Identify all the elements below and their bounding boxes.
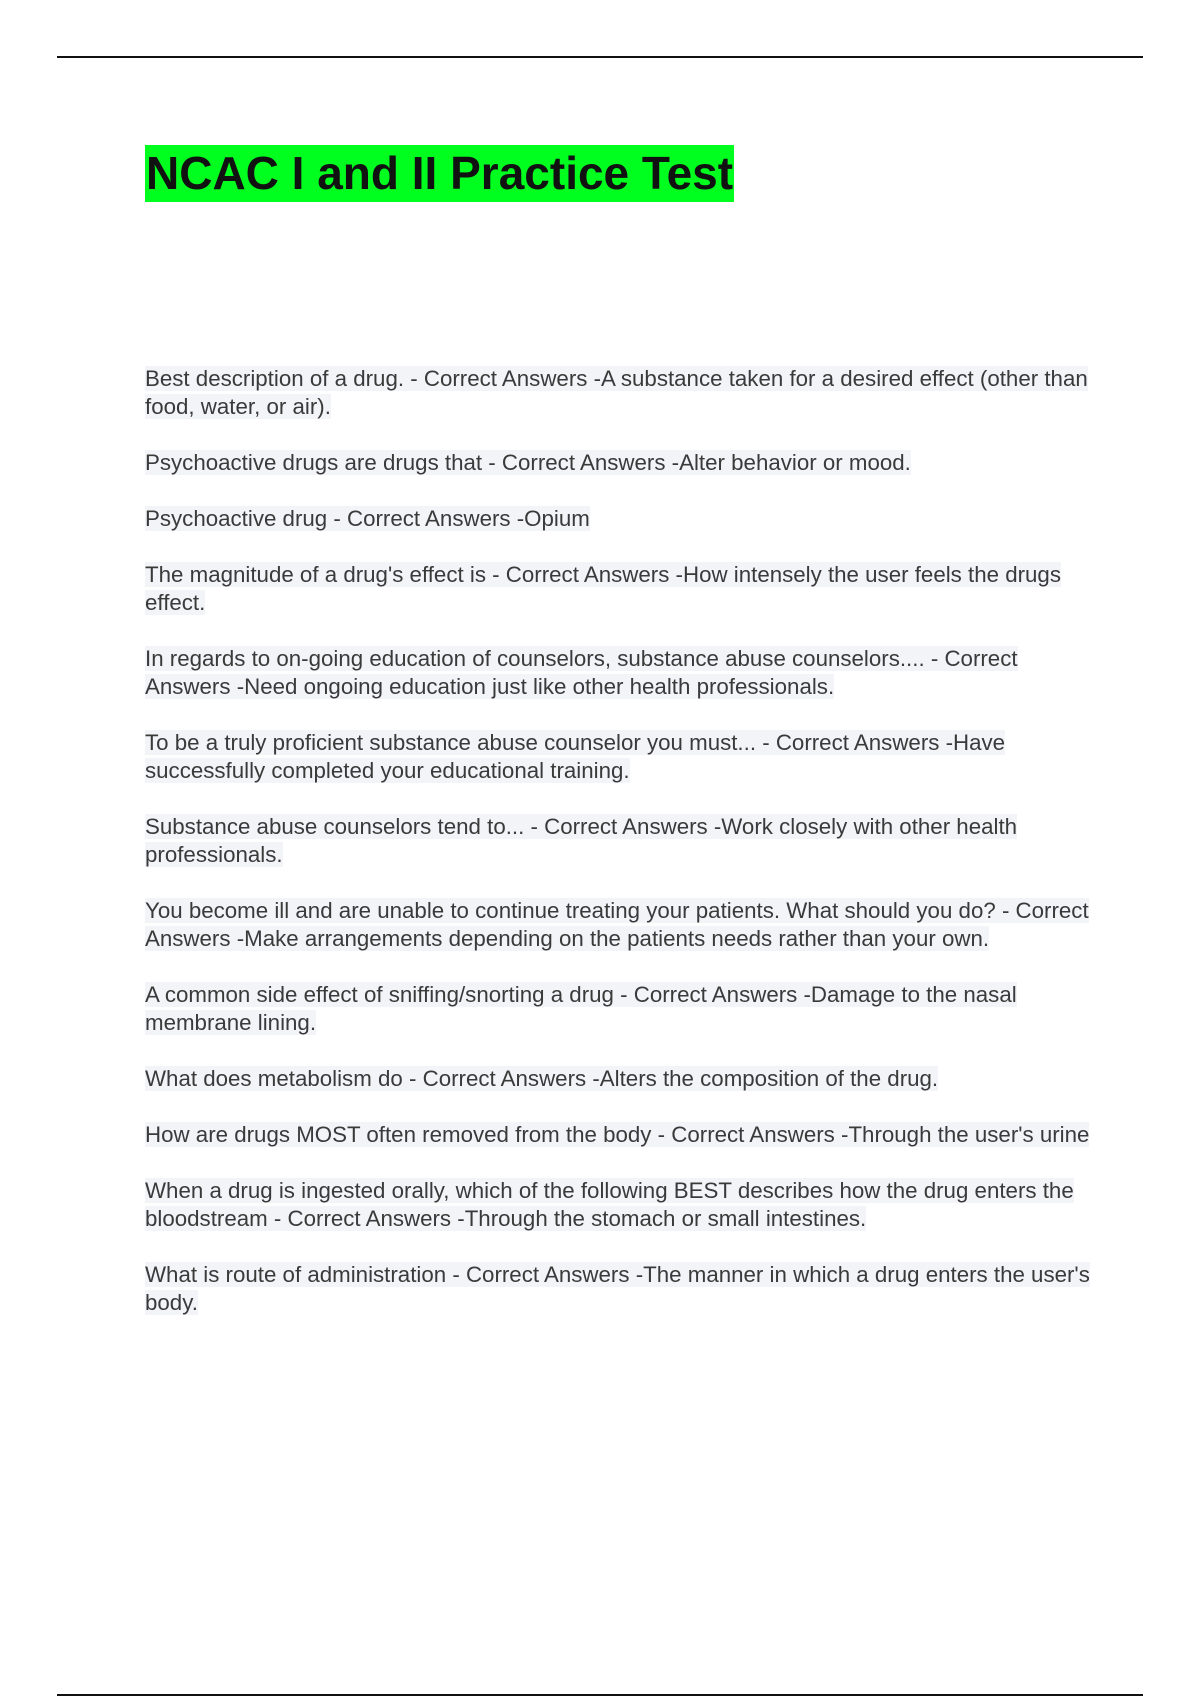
question-text: When a drug is ingested orally, which of the following BEST describes how the drug enters the bloodstream - Correct Answers -Through the stomach or small intestines.	[145, 1178, 1074, 1231]
question-text: Best description of a drug. - Correct Answers -A substance taken for a desired effect (other than food, water, or air).	[145, 366, 1088, 419]
question-text: How are drugs MOST often removed from the body - Correct Answers -Through the user's urine	[145, 1122, 1090, 1147]
question-text: To be a truly proficient substance abuse counselor you must... - Correct Answers -Have successfully completed your educational training.	[145, 730, 1006, 783]
question-text: Psychoactive drugs are drugs that - Correct Answers -Alter behavior or mood.	[145, 450, 911, 475]
question-item	[145, 449, 1090, 477]
question-item	[145, 1177, 1090, 1233]
title-block	[145, 145, 734, 202]
question-item	[145, 505, 1090, 533]
question-item	[145, 561, 1090, 617]
question-text: You become ill and are unable to continue treating your patients. What should you do? - Correct Answers -Make arrangements depending on the patients needs rather than your own.	[145, 898, 1089, 951]
top-rule	[57, 56, 1143, 58]
question-item	[145, 1065, 1090, 1093]
question-item	[145, 897, 1090, 953]
question-item	[145, 813, 1090, 869]
question-text: A common side effect of sniffing/snorting a drug - Correct Answers -Damage to the nasal membrane lining.	[145, 982, 1017, 1035]
question-text: What does metabolism do - Correct Answers -Alters the composition of the drug.	[145, 1066, 939, 1091]
question-item	[145, 1121, 1090, 1149]
question-item	[145, 981, 1090, 1037]
question-text: In regards to on-going education of counselors, substance abuse counselors.... - Correct Answers -Need ongoing education just like other health professionals.	[145, 646, 1018, 699]
question-item	[145, 645, 1090, 701]
question-text: Psychoactive drug - Correct Answers -Opium	[145, 506, 590, 531]
question-text: Substance abuse counselors tend to... - Correct Answers -Work closely with other health professionals.	[145, 814, 1018, 867]
question-item	[145, 1261, 1090, 1317]
question-list	[145, 365, 1090, 1345]
document-title: NCAC I and II Practice Test	[145, 145, 734, 202]
question-item	[145, 365, 1090, 421]
bottom-rule	[57, 1694, 1143, 1696]
question-text: What is route of administration - Correct Answers -The manner in which a drug enters the user's body.	[145, 1262, 1090, 1315]
question-text: The magnitude of a drug's effect is - Correct Answers -How intensely the user feels the drugs effect.	[145, 562, 1061, 615]
question-item	[145, 729, 1090, 785]
